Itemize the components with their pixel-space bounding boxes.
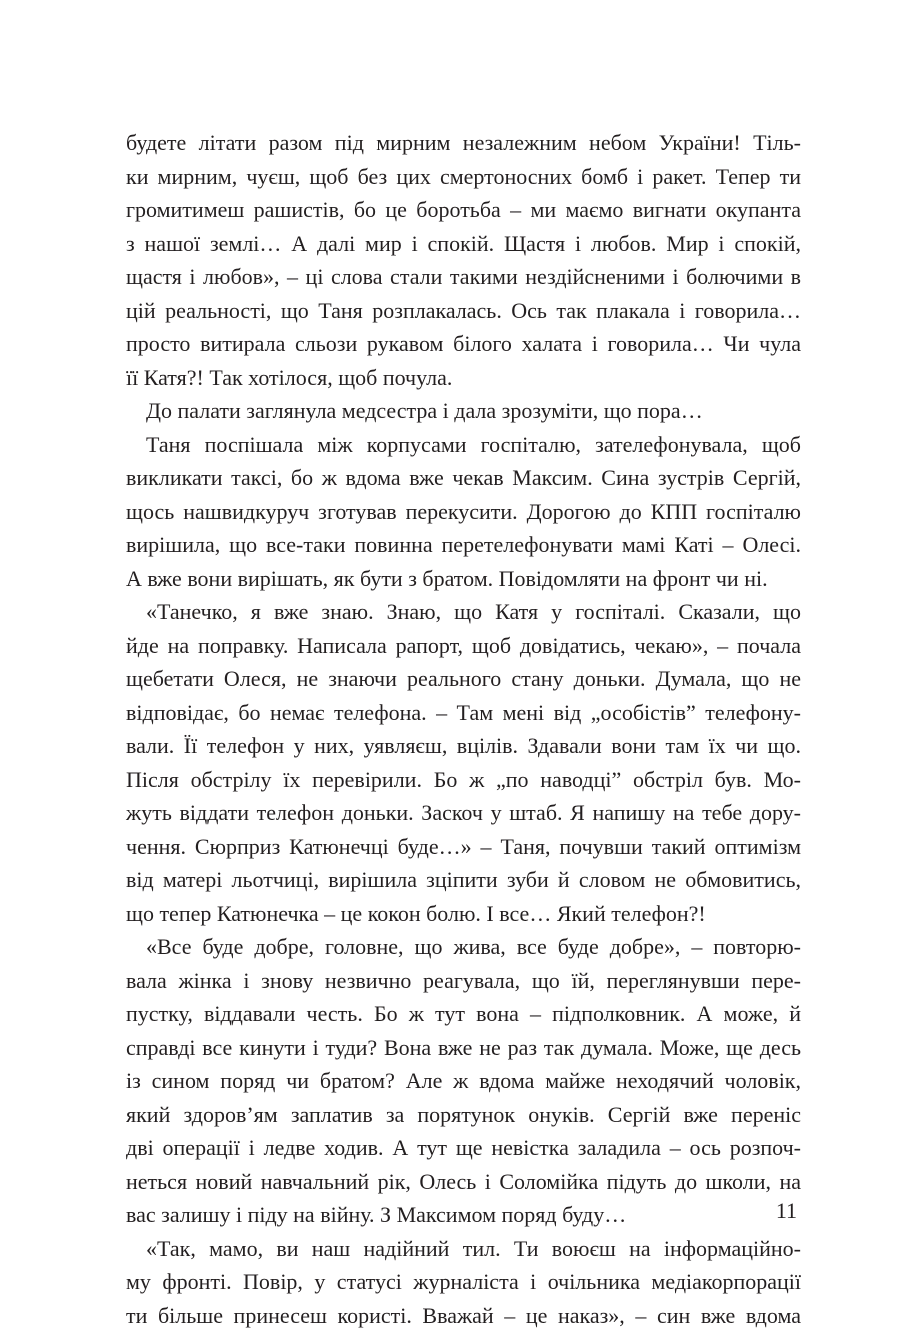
text-line: чення. Сюрприз Катюнечці буде…» – Таня, почувши такий оптимізм <box>126 830 801 864</box>
text-line: справді все кинути і туди? Вона вже не раз так думала. Може, ще десь <box>126 1031 801 1065</box>
body-text <box>126 126 801 1332</box>
text-line: вирішила, що все-таки повинна перетелефонувати мамі Каті – Олесі. <box>126 528 801 562</box>
text-line: «Танечко, я вже знаю. Знаю, що Катя у госпіталі. Сказали, що <box>126 595 801 629</box>
text-line: неться новий навчальний рік, Олесь і Соломійка підуть до школи, на <box>126 1165 801 1199</box>
text-line: пустку, віддавали честь. Бо ж тут вона – підполковник. А може, й <box>126 997 801 1031</box>
text-line: вас залишу і піду на війну. З Максимом поряд буду… <box>126 1198 801 1232</box>
text-line: Таня поспішала між корпусами госпіталю, зателефонувала, щоб <box>126 428 801 462</box>
text-line: вали. Її телефон у них, уявляєш, вцілів. Здавали вони там їх чи що. <box>126 729 801 763</box>
text-line: щастя і любов», – ці слова стали такими нездійсненими і болючими в <box>126 260 801 294</box>
text-line: будете літати разом під мирним незалежним небом України! Тіль- <box>126 126 801 160</box>
text-line: із сином поряд чи братом? Але ж вдома майже неходячий чоловік, <box>126 1064 801 1098</box>
text-line: вала жінка і знову незвично реагувала, що їй, переглянувши пере- <box>126 964 801 998</box>
text-line: дві операції і ледве ходив. А тут ще невістка заладила – ось розпоч- <box>126 1131 801 1165</box>
text-line: відповідає, бо немає телефона. – Там мені від „особістів” телефону- <box>126 696 801 730</box>
text-line: «Все буде добре, головне, що жива, все буде добре», – повторю- <box>126 930 801 964</box>
text-line: від матері льотчиці, вирішила зціпити зуби й словом не обмовитись, <box>126 863 801 897</box>
text-line: Після обстрілу їх перевірили. Бо ж „по наводці” обстріл був. Мо- <box>126 763 801 797</box>
text-line: йде на поправку. Написала рапорт, щоб довідатись, чекаю», – почала <box>126 629 801 663</box>
text-line: До палати заглянула медсестра і дала зрозуміти, що пора… <box>126 394 801 428</box>
text-line: з нашої землі… А далі мир і спокій. Щастя і любов. Мир і спокій, <box>126 227 801 261</box>
text-line: викликати таксі, бо ж вдома вже чекав Максим. Сина зустрів Сергій, <box>126 461 801 495</box>
text-line: «Так, мамо, ви наш надійний тил. Ти воюєш на інформаційно- <box>126 1232 801 1266</box>
text-line: що тепер Катюнечка – це кокон болю. І все… Який телефон?! <box>126 897 801 931</box>
text-line: А вже вони вирішать, як бути з братом. Повідомляти на фронт чи ні. <box>126 562 801 596</box>
text-line: її Катя?! Так хотілося, щоб почула. <box>126 361 801 395</box>
text-line: щебетати Олеся, не знаючи реального стану доньки. Думала, що не <box>126 662 801 696</box>
text-line: ки мирним, чуєш, щоб без цих смертоносних бомб і ракет. Тепер ти <box>126 160 801 194</box>
text-line: цій реальності, що Таня розплакалась. Ось так плакала і говорила… <box>126 294 801 328</box>
text-line: щось нашвидкуруч зготував перекусити. Дорогою до КПП госпіталю <box>126 495 801 529</box>
text-line: громитимеш рашистів, бо це боротьба – ми маємо вигнати окупанта <box>126 193 801 227</box>
text-line: му фронті. Повір, у статусі журналіста і очільника медіакорпорації <box>126 1265 801 1299</box>
text-line: ти більше принесеш користі. Вважай – це наказ», – син вже вдома <box>126 1299 801 1332</box>
text-line: який здоров’ям заплатив за порятунок онуків. Сергій вже переніс <box>126 1098 801 1132</box>
text-line: жуть віддати телефон доньки. Заскоч у штаб. Я напишу на тебе дору- <box>126 796 801 830</box>
text-line: просто витирала сльози рукавом білого халата і говорила… Чи чула <box>126 327 801 361</box>
page-number: 11 <box>776 1198 797 1224</box>
